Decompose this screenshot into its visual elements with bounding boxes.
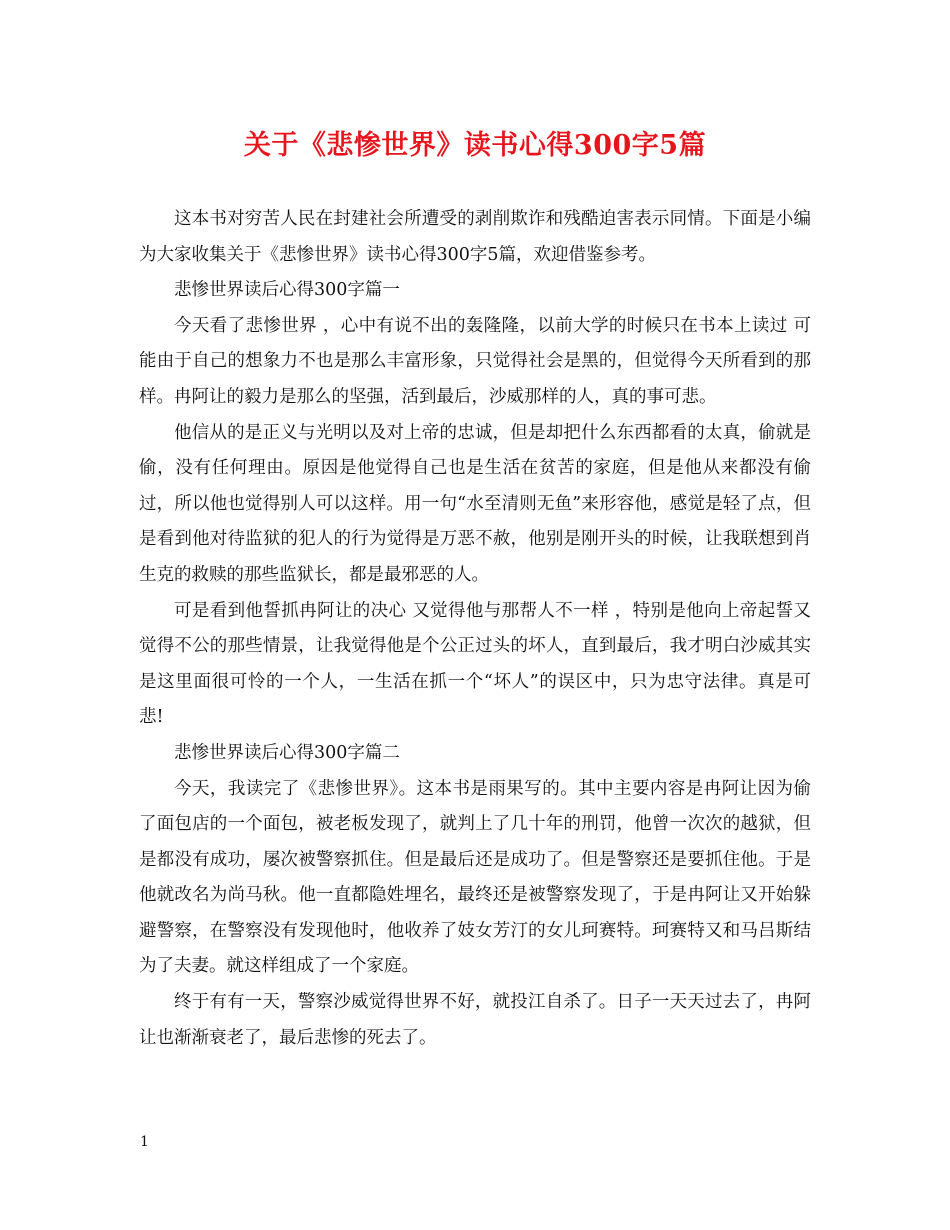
paragraph: 可是看到他誓抓冉阿让的决心 又觉得他与那帮人不一样 ，特别是他向上帝起誓又觉得不公的那些情景，让我觉得他是个公正过头的坏人，直到最后，我才明白沙威其实是这里面很可怜的一个人，一生活在抓一个“坏人”的误区中，只为忠守法律。真是可悲!: [139, 600, 811, 728]
paragraph: 今天，我读完了《悲惨世界》。这本书是雨果写的。其中主要内容是冉阿让因为偷了面包店的一个面包，被老板发现了，就判上了几十年的刑罚，他曾一次次的越狱，但是都没有成功，屡次被警察抓住。但是最后还是成功了。但是警察还是要抓住他。于是他就改名为尚马秋。他一直都隐姓埋名，最终还是被警察发现了，于是冉阿让又开始躲避警察，在警察没有发现他时，他收养了妓女芳汀的女儿珂赛特。珂赛特又和马吕斯结为了夫妻。就这样组成了一个家庭。: [139, 778, 811, 977]
paragraph: 他信从的是正义与光明以及对上帝的忠诚，但是却把什么东西都看的太真，偷就是偷，没有任何理由。原因是他觉得自己也是生活在贫苦的家庭，但是他从来都没有偷过，所以他也觉得别人可以这样。用一句“水至清则无鱼”来形容他，感觉是轻了点，但是看到他对待监狱的犯人的行为觉得是万恶不赦，他别是刚开头的时候，让我联想到肖生克的救赎的那些监狱长，都是最邪恶的人。: [139, 422, 811, 585]
paragraph: 今天看了悲惨世界 ，心中有说不出的轰隆隆，以前大学的时候只在书本上读过 可能由于自己的想象力不也是那么丰富形象，只觉得社会是黑的，但觉得今天所看到的那样。冉阿让的毅力是那么的坚强，活到最后，沙威那样的人，真的事可悲。: [139, 315, 811, 407]
document-title: 关于《悲惨世界》读书心得300字5篇: [243, 130, 707, 161]
paragraph: 终于有有一天，警察沙威觉得世界不好，就投江自杀了。日子一天天过去了，冉阿让也渐渐衰老了，最后悲惨的死去了。: [139, 992, 811, 1048]
section-heading-1: 悲惨世界读后心得300字篇一: [174, 280, 400, 301]
page-number: 1: [140, 1134, 149, 1150]
document-body: [139, 202, 811, 1056]
section-heading-2: 悲惨世界读后心得300字篇二: [174, 742, 400, 763]
paragraph-intro: 这本书对穷苦人民在封建社会所遭受的剥削欺诈和残酷迫害表示同情。下面是小编为大家收集关于《悲惨世界》读书心得300字5篇，欢迎借鉴参考。: [139, 209, 811, 265]
